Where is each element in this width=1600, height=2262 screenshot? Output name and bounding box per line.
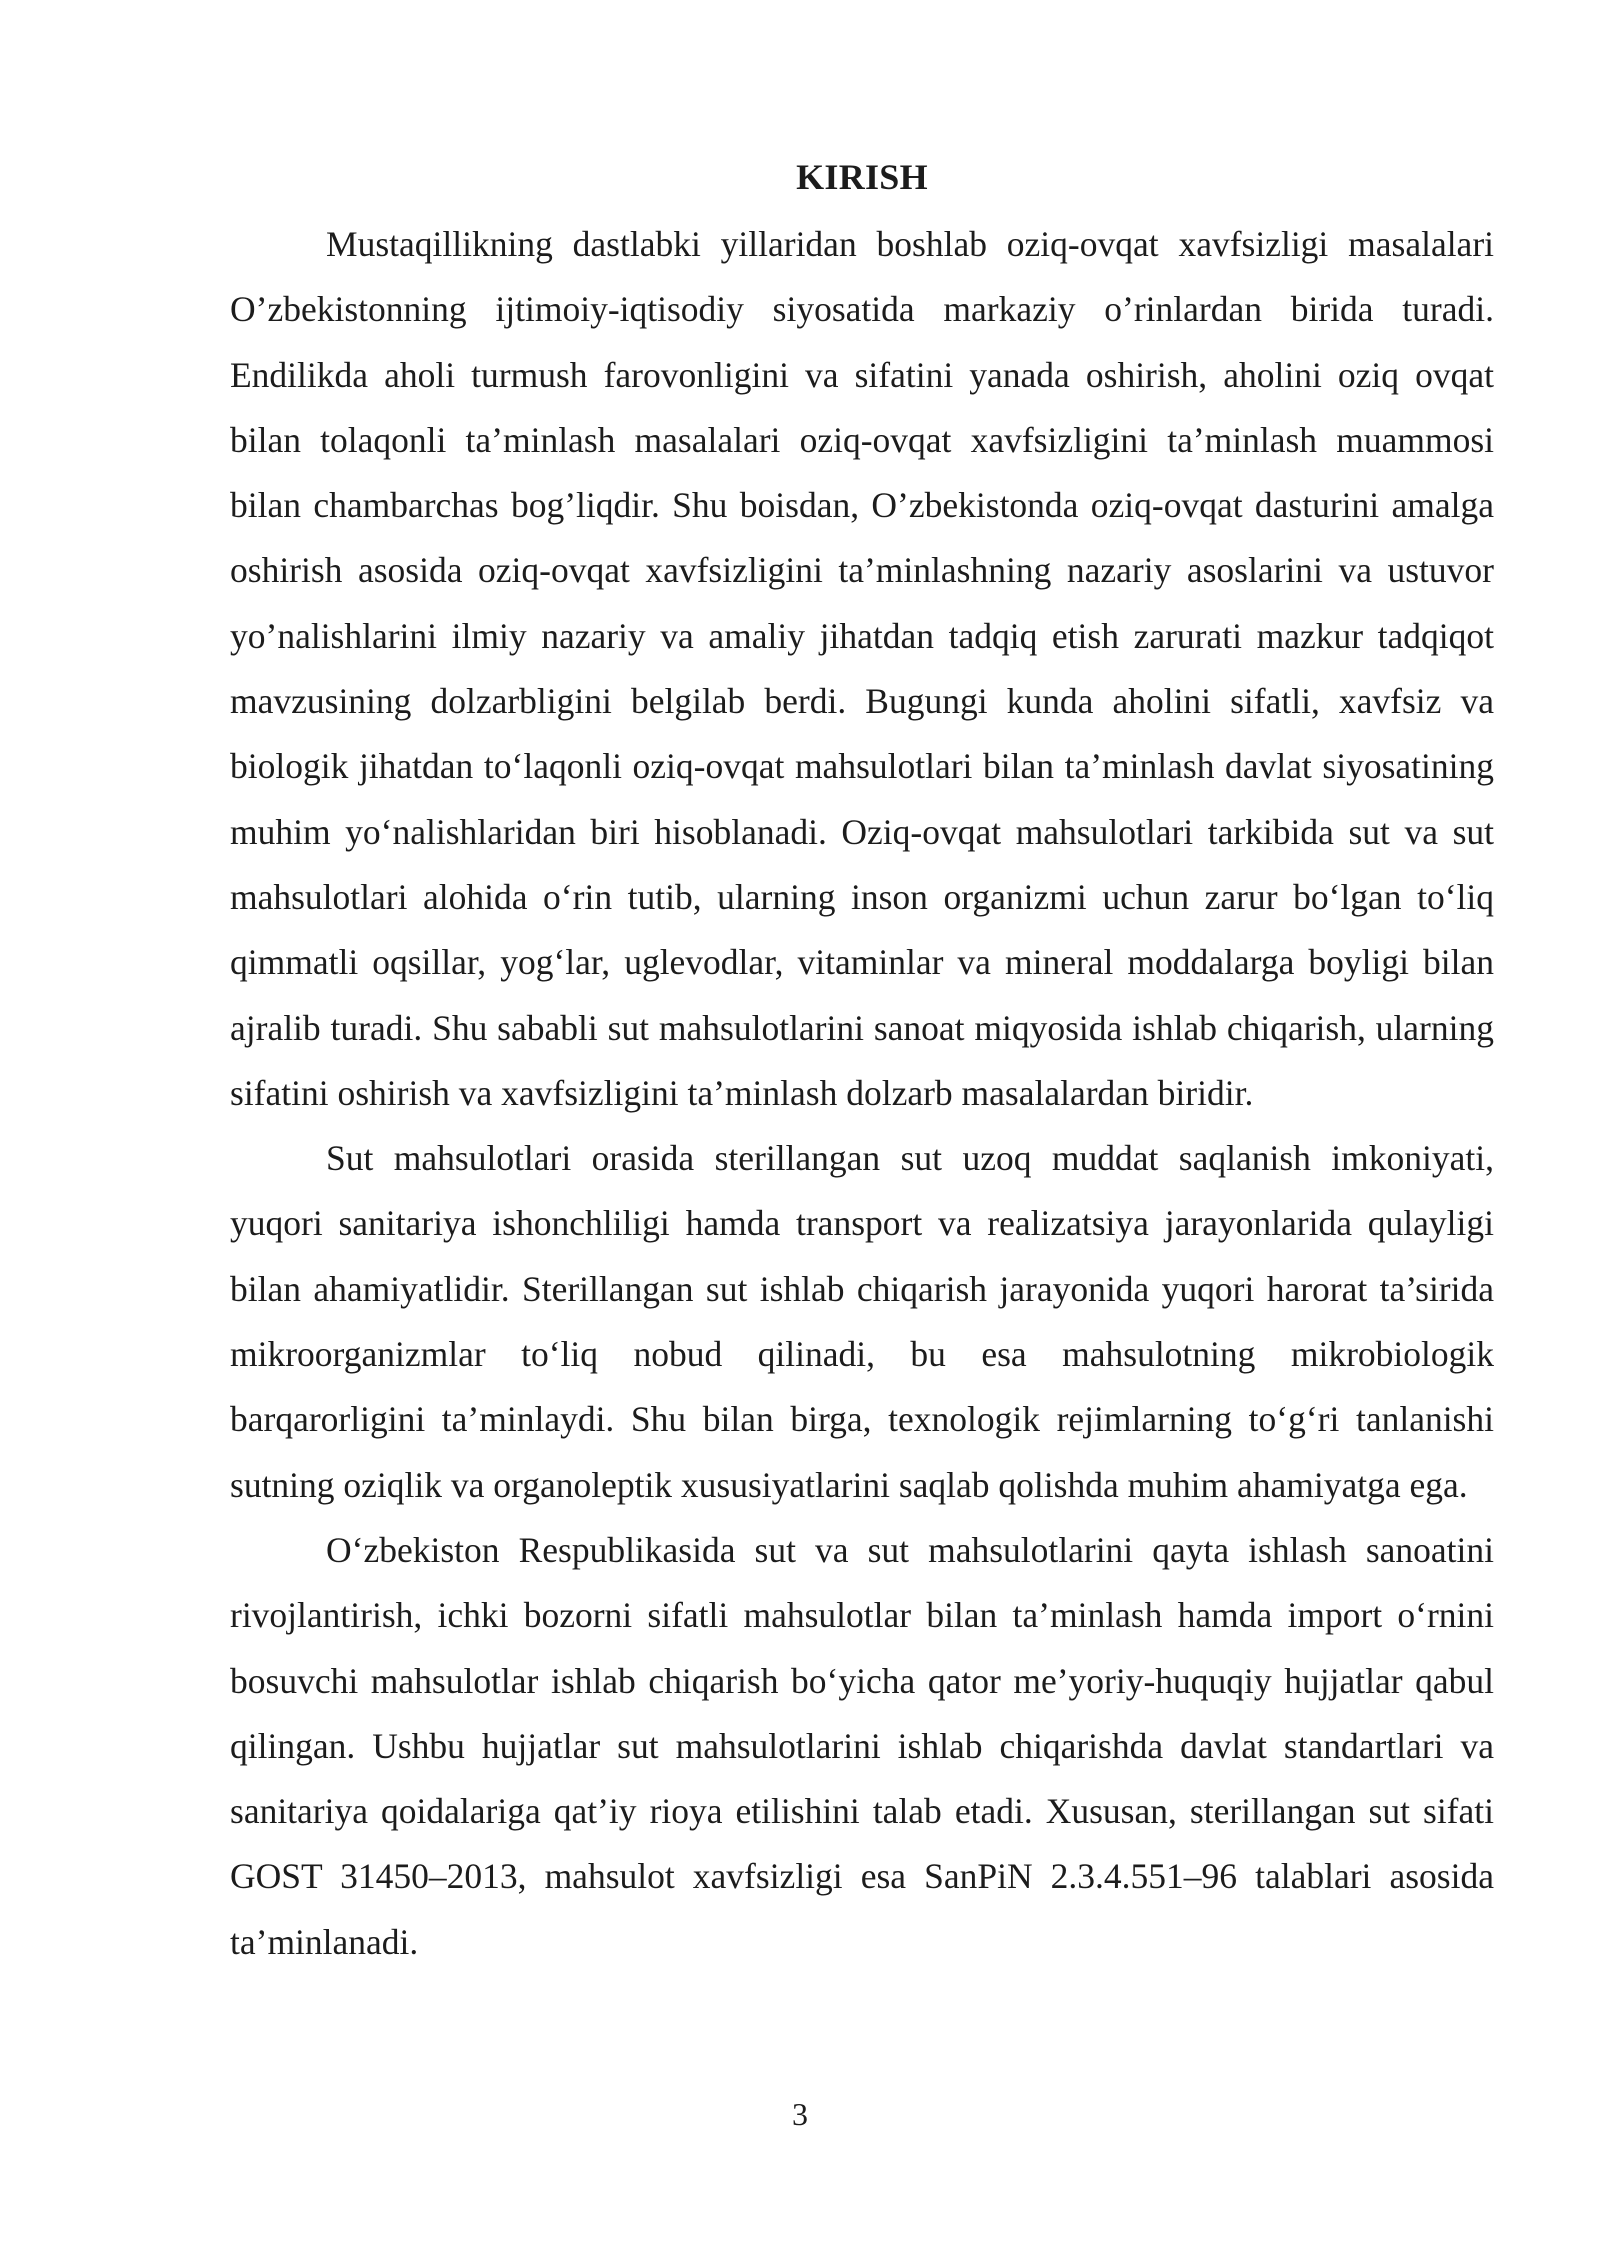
paragraph-regulations: O‘zbekiston Respublikasida sut va sut mahsulotlarini qayta ishlash sanoatini rivojlantirish, ichki bozorni sifatli mahsulotlar bilan ta’minlash hamda import o‘rnini bosuvchi mahsulotlar ishlab chiqarish bo‘yicha qator me’yoriy-huquqiy hujjatlar qabul qilingan. Ushbu hujjatlar sut mahsulotlarini ishlab chiqarishda davlat standartlari va sanitariya qoidalariga qat’iy rioya etilishini talab etadi. Xususan, sterillangan sut sifati GOST 31450–2013, mahsulot xavfsizligi esa SanPiN 2.3.4.551–96 talablari asosida ta’minlanadi. (230, 1529, 1494, 1962)
page-number: 3 (792, 2096, 808, 2132)
paragraph-intro: Mustaqillikning dastlabki yillaridan boshlab oziq-ovqat xavfsizligi masalalari O’zbekistonning ijtimoiy-iqtisodiy siyosatida markaziy o’rinlardan birida turadi. Endilikda aholi turmush farovonligini va sifatini yanada oshirish, aholini oziq ovqat bilan tolaqonli ta’minlash masalalari oziq-ovqat xavfsizligini ta’minlash muammosi bilan chambarchas bog’liqdir. Shu boisdan, O’zbekistonda oziq-ovqat dasturini amalga oshirish asosida oziq-ovqat xavfsizligini ta’minlashning nazariy asoslarini va ustuvor yo’nalishlarini ilmiy nazariy va amaliy jihatdan tadqiq etish zarurati mazkur tadqiqot mavzusining dolzarbligini belgilab berdi. Bugungi kunda aholini sifatli, xavfsiz va biologik jihatdan to‘laqonli oziq-ovqat mahsulotlari bilan ta’minlash davlat siyosatining muhim yo‘nalishlaridan biri hisoblanadi. Oziq-ovqat mahsulotlari tarkibida sut va sut mahsulotlari alohida o‘rin tutib, ularning inson organizmi uchun zarur bo‘lgan to‘liq qimmatli oqsillar, yog‘lar, uglevodlar, vitaminlar va mineral moddalarga boyligi bilan ajralib turadi. Shu sababli sut mahsulotlarini sanoat miqyosida ishlab chiqarish, ularning sifatini oshirish va xavfsizligini ta’minlash dolzarb masalalardan biridir. (230, 224, 1494, 1113)
page-content (230, 148, 1494, 1975)
section-title: KIRISH (796, 157, 928, 197)
paragraph-sterilized-milk: Sut mahsulotlari orasida sterillangan sut uzoq muddat saqlanish imkoniyati, yuqori sanitariya ishonchliligi hamda transport va realizatsiya jarayonlarida qulayligi bilan ahamiyatlidir. Sterillangan sut ishlab chiqarish jarayonida yuqori harorat ta’sirida mikroorganizmlar to‘liq nobud qilinadi, bu esa mahsulotning mikrobiologik barqarorligini ta’minlaydi. Shu bilan birga, texnologik rejimlarning to‘g‘ri tanlanishi sutning oziqlik va organoleptik xususiyatlarini saqlab qolishda muhim ahamiyatga ega. (230, 1138, 1494, 1505)
